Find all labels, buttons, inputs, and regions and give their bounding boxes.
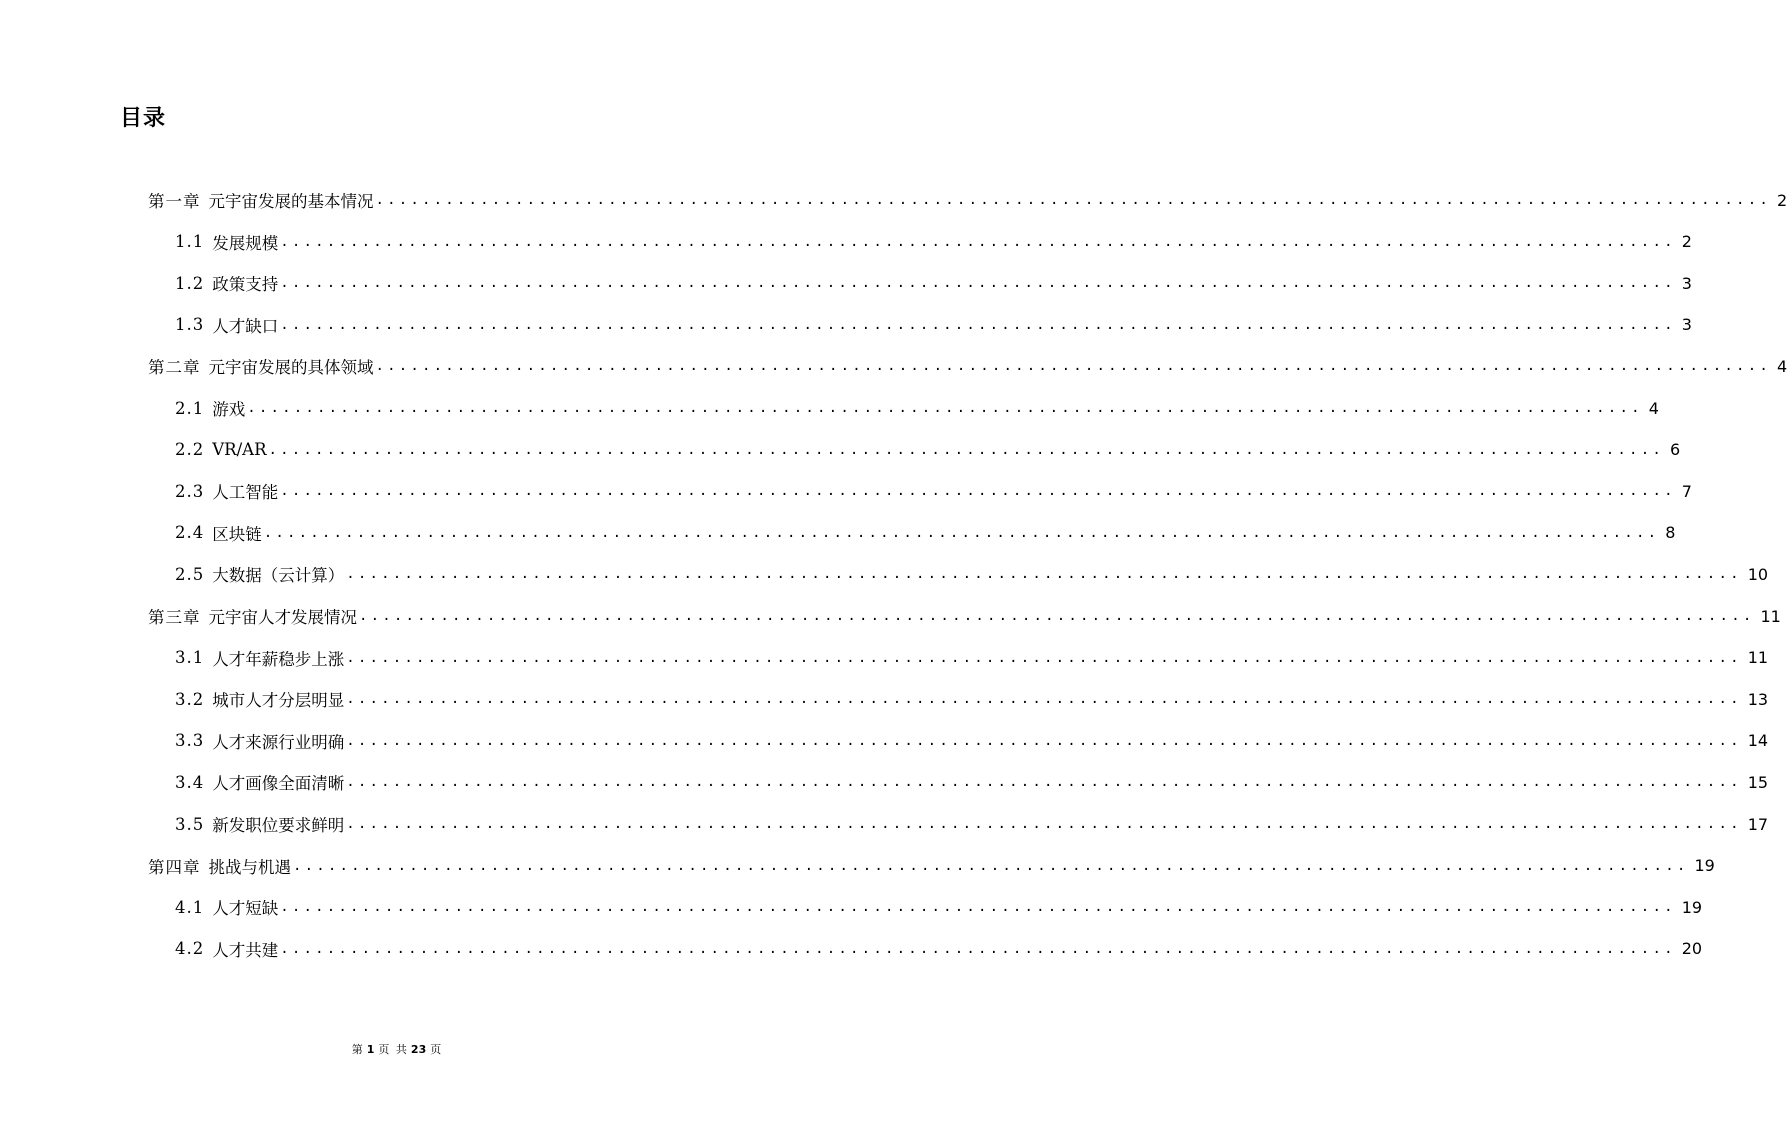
- toc-entry[interactable]: [175, 554, 1769, 594]
- toc-entry[interactable]: [148, 180, 1787, 220]
- footer-suffix: 页: [430, 1043, 442, 1056]
- toc-entry-number: 3.2: [175, 689, 205, 709]
- toc-dot-leader: ........................................................................................................................: [346, 691, 1742, 708]
- toc-entry-number: 2.2: [175, 440, 205, 460]
- toc-entry-page-number: 2: [1681, 232, 1692, 252]
- toc-entry[interactable]: [175, 721, 1769, 761]
- toc-entry-page-number: 11: [1760, 606, 1781, 626]
- toc-dot-leader: ........................................................................................................................: [346, 566, 1742, 583]
- toc-entry-number: 2.5: [175, 564, 205, 584]
- toc-entry-number: 4.1: [175, 897, 205, 917]
- toc-entry[interactable]: [175, 471, 1692, 511]
- toc-entry-page-number: 15: [1747, 772, 1769, 792]
- toc-entry-text: 人才短缺: [212, 899, 279, 919]
- toc-entry-page-number: 6: [1669, 440, 1681, 460]
- toc-entry-number: 1.1: [175, 232, 205, 252]
- toc-dot-leader: ........................................................................................................................: [375, 358, 1771, 375]
- toc-entry-text: 大数据（云计算）: [212, 566, 345, 586]
- toc-entry-text: 元宇宙人才发展情况: [208, 608, 357, 627]
- toc-entry-text: 区块链: [212, 524, 262, 544]
- toc-entry-number: 3.4: [175, 772, 205, 792]
- toc-entry-text: 挑战与机遇: [208, 857, 291, 877]
- toc-entry-number: 3.5: [175, 814, 205, 834]
- toc-entry-page-number: 3: [1681, 315, 1692, 335]
- toc-entry[interactable]: [175, 762, 1769, 802]
- toc-entry-page-number: 20: [1681, 939, 1703, 959]
- toc-entry-page-number: 19: [1694, 856, 1715, 876]
- toc-entry-number: 2.3: [175, 481, 205, 501]
- toc-entry-number: 1.2: [175, 273, 205, 293]
- toc-entry[interactable]: [175, 679, 1769, 719]
- toc-entry-number: 第二章: [148, 358, 201, 378]
- toc-entry-text: 游戏: [212, 400, 246, 419]
- footer-middle: 页 共: [378, 1043, 407, 1056]
- toc-entry-text: 人工智能: [212, 483, 279, 503]
- toc-title: 目录: [120, 106, 167, 131]
- toc-entry-number: 第三章: [148, 608, 201, 627]
- footer-prefix: 第: [351, 1043, 363, 1056]
- toc-entry-page-number: 14: [1747, 731, 1769, 751]
- toc-entry[interactable]: [175, 513, 1676, 553]
- toc-entry-text: 元宇宙发展的基本情况: [208, 192, 374, 211]
- toc-entry-page-number: 4: [1776, 356, 1787, 376]
- toc-entry-text: 城市人才分层明显: [212, 691, 345, 711]
- toc-entry[interactable]: [175, 804, 1769, 844]
- toc-dot-leader: ........................................................................................................................: [375, 192, 1771, 208]
- toc-entry[interactable]: [175, 222, 1692, 262]
- toc-entry-text: 元宇宙发展的具体领域: [208, 358, 374, 378]
- toc-entry-number: 3.3: [175, 731, 205, 751]
- toc-entry-number: 3.1: [175, 648, 205, 668]
- toc-entry-number: 第四章: [148, 857, 201, 877]
- toc-entry[interactable]: [175, 305, 1692, 345]
- toc-entry-number: 1.3: [175, 315, 205, 335]
- toc-dot-leader: ........................................................................................................................: [346, 816, 1742, 832]
- footer-current-page: 1: [366, 1043, 375, 1056]
- toc-entry-page-number: 3: [1681, 273, 1692, 293]
- toc-entry-text: 发展规模: [212, 233, 279, 253]
- toc-dot-leader: ........................................................................................................................: [263, 524, 1660, 541]
- toc-entry-text: VR/AR: [212, 440, 267, 460]
- toc-entry-number: 4.2: [175, 939, 205, 959]
- toc-dot-leader: ........................................................................................................................: [280, 233, 1676, 250]
- toc-entry-page-number: 4: [1648, 398, 1659, 418]
- toc-dot-leader: ........................................................................................................................: [280, 275, 1676, 292]
- toc-entry-page-number: 17: [1747, 814, 1769, 834]
- page-footer: [0, 1041, 793, 1059]
- toc-dot-leader: ........................................................................................................................: [268, 441, 1664, 458]
- toc-entry[interactable]: [148, 596, 1781, 636]
- toc-entry[interactable]: [175, 430, 1681, 470]
- toc-entry[interactable]: [148, 346, 1787, 386]
- toc-entry-text: 人才画像全面清晰: [212, 774, 345, 794]
- toc-entry[interactable]: [175, 929, 1703, 969]
- toc-entry[interactable]: [175, 887, 1703, 927]
- toc-entry-text: 人才来源行业明确: [212, 732, 345, 752]
- toc-entry-number: 2.4: [175, 523, 205, 543]
- toc-dot-leader: ........................................................................................................................: [280, 899, 1676, 916]
- toc-entry-page-number: 10: [1747, 564, 1769, 584]
- toc-entry-page-number: 13: [1747, 689, 1769, 709]
- toc-entry-text: 人才缺口: [212, 316, 279, 336]
- toc-entry-number: 2.1: [175, 398, 205, 418]
- toc-entry[interactable]: [175, 263, 1692, 303]
- toc-entry-text: 人才共建: [212, 940, 279, 960]
- toc-entry-page-number: 2: [1776, 190, 1787, 210]
- toc-entry-page-number: 8: [1665, 523, 1676, 543]
- toc-entry[interactable]: [175, 388, 1659, 428]
- toc-dot-leader: ........................................................................................................................: [359, 608, 1755, 624]
- toc-dot-leader: ........................................................................................................................: [346, 774, 1742, 791]
- toc-dot-leader: ........................................................................................................................: [346, 649, 1742, 666]
- toc-entry-page-number: 19: [1681, 897, 1703, 917]
- toc-entry-page-number: 7: [1681, 481, 1692, 501]
- toc-entry[interactable]: [148, 846, 1715, 886]
- toc-entry-text: 政策支持: [212, 275, 279, 295]
- toc-dot-leader: ........................................................................................................................: [280, 316, 1676, 333]
- toc-entry[interactable]: [175, 638, 1769, 678]
- toc-entry-text: 新发职位要求鲜明: [212, 816, 345, 835]
- toc-dot-leader: ........................................................................................................................: [280, 483, 1676, 500]
- footer-total-pages: 23: [410, 1043, 427, 1056]
- toc-dot-leader: ........................................................................................................................: [247, 400, 1643, 416]
- toc-dot-leader: ........................................................................................................................: [280, 940, 1676, 957]
- toc-dot-leader: ........................................................................................................................: [293, 857, 1689, 874]
- toc-dot-leader: ........................................................................................................................: [346, 732, 1742, 749]
- toc-entry-page-number: 11: [1747, 648, 1769, 668]
- toc-entry-number: 第一章: [148, 192, 201, 211]
- toc-entry-text: 人才年薪稳步上涨: [212, 649, 345, 669]
